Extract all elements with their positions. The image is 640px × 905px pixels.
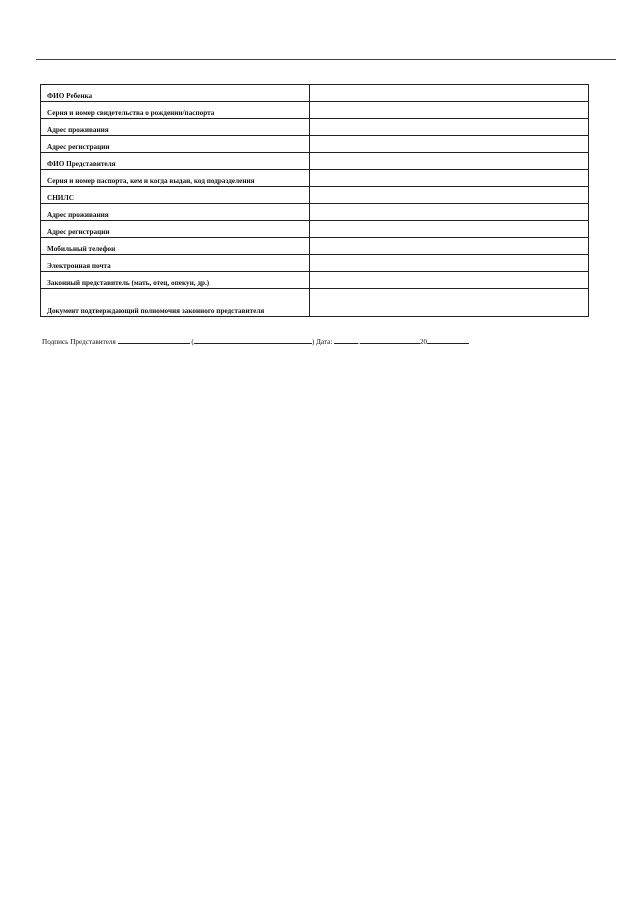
signature-close-paren: ) [311, 338, 315, 346]
form-row-representative-registration [41, 221, 589, 238]
form-row-legal-representative [41, 272, 589, 289]
form-field-representative-residence[interactable] [310, 204, 589, 221]
form-field-legal-representative[interactable] [310, 272, 589, 289]
form-field-representative-registration[interactable] [310, 221, 589, 238]
form-label: Мобильный телефон [41, 238, 310, 255]
form-label: ФИО Ребенка [41, 85, 310, 102]
form-row-representative-name [41, 153, 589, 170]
form-label: Адрес проживания [41, 119, 310, 136]
form-label: Документ подтверждающий полномочия законного представителя [41, 289, 310, 317]
header-rule [36, 59, 616, 60]
form-label: ФИО Представителя [41, 153, 310, 170]
form-row-authority-document [41, 289, 589, 317]
form-label: Серия и номер паспорта, кем и когда выдан, код подразделения [41, 170, 310, 187]
form-row-passport [41, 170, 589, 187]
form-field-email[interactable] [310, 255, 589, 272]
signature-label: Подпись Представителя [42, 338, 116, 346]
form-label: Адрес регистрации [41, 136, 310, 153]
date-year-blank[interactable] [427, 336, 469, 344]
form-field-birth-certificate[interactable] [310, 102, 589, 119]
signature-blank[interactable] [118, 336, 190, 344]
form-label: Адрес проживания [41, 204, 310, 221]
form-field-mobile-phone[interactable] [310, 238, 589, 255]
signature-line [42, 336, 602, 347]
date-separator: . [358, 338, 360, 346]
form-field-authority-document[interactable] [310, 289, 589, 317]
form-row-birth-certificate [41, 102, 589, 119]
form-label: Электронная почта [41, 255, 310, 272]
form-field-passport[interactable] [310, 170, 589, 187]
signature-name-blank[interactable] [194, 336, 315, 346]
form-label: Серия и номер свидетельства о рождении/паспорта [41, 102, 310, 119]
applicant-form-table [40, 84, 589, 317]
form-field-child-residence[interactable] [310, 119, 589, 136]
form-row-child-name [41, 85, 589, 102]
date-year-prefix: 20 [419, 338, 428, 346]
form-label: Законный представитель (мать, отец, опекун, др.) [41, 272, 310, 289]
form-field-child-registration[interactable] [310, 136, 589, 153]
form-row-snils [41, 187, 589, 204]
form-field-child-name[interactable] [310, 85, 589, 102]
form-field-snils[interactable] [310, 187, 589, 204]
date-day-blank[interactable] [334, 336, 358, 344]
form-row-child-residence [41, 119, 589, 136]
form-row-representative-residence [41, 204, 589, 221]
form-row-child-registration [41, 136, 589, 153]
date-label: Дата: [316, 338, 333, 346]
date-month-blank[interactable] [360, 336, 420, 344]
form-field-representative-name[interactable] [310, 153, 589, 170]
form-row-email [41, 255, 589, 272]
form-label: Адрес регистрации [41, 221, 310, 238]
signature-open-paren: ( [191, 338, 194, 346]
form-row-mobile-phone [41, 238, 589, 255]
form-label: СНИЛС [41, 187, 310, 204]
